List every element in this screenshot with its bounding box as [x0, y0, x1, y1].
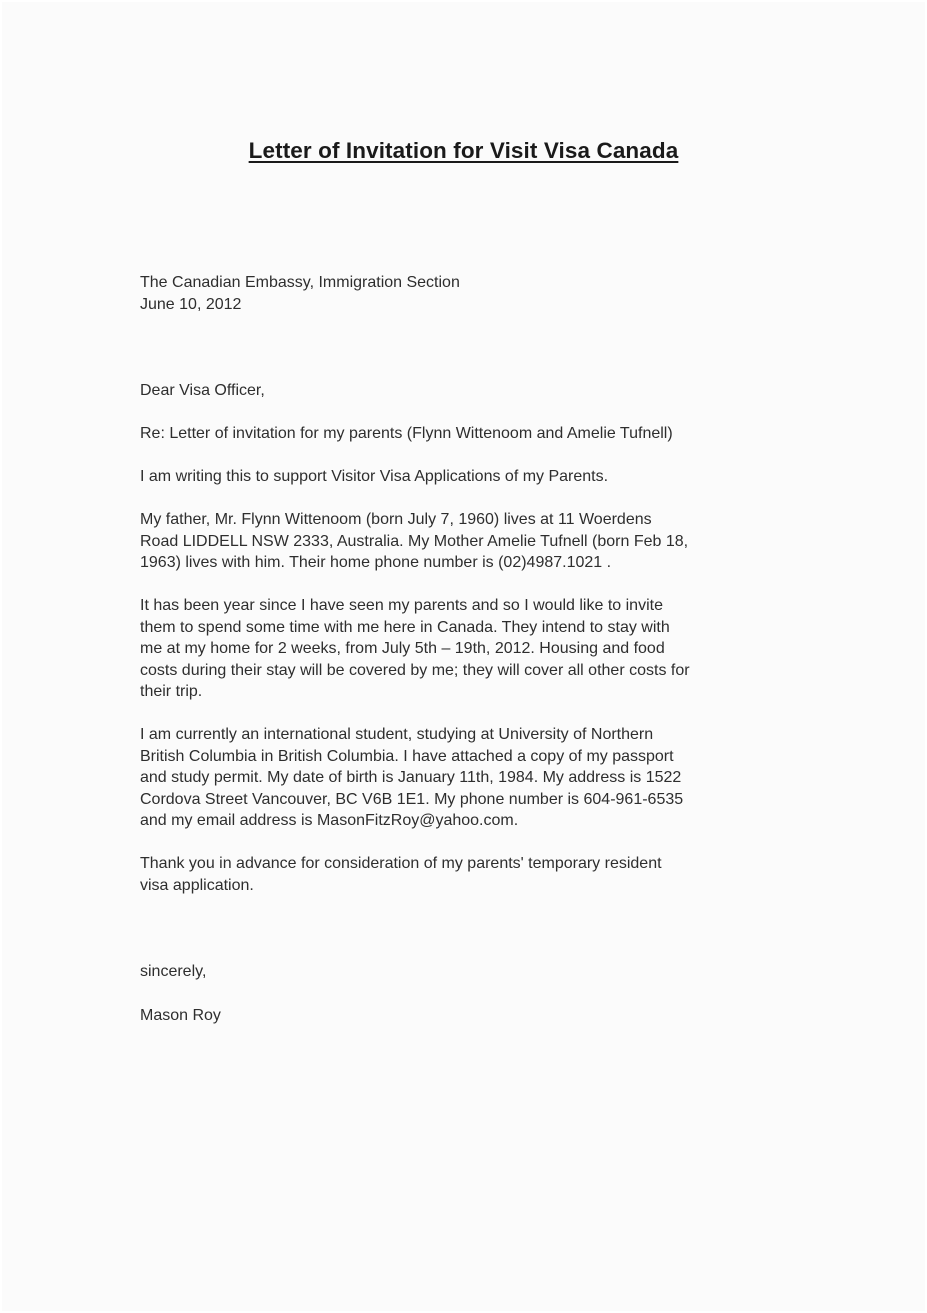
self-text: I am currently an international student, studying at University of Northern British Columbia in British Columbia. I have attached a copy of my passport and study permit. My date of birth is January 11th, 1984. My address is 1522 Cordova Street Vancouver, BC V6B 1E1. My phone number is 604-961-6535 and my email address is MasonFitzRoy@yahoo.com.	[140, 726, 684, 829]
signature-text: Mason Roy	[140, 1007, 221, 1024]
recipient-address: The Canadian Embassy, Immigration Section	[140, 274, 460, 291]
closing	[140, 961, 800, 983]
intro-paragraph	[140, 466, 800, 488]
salutation	[140, 380, 800, 402]
parents-text: My father, Mr. Flynn Wittenoom (born July 7, 1960) lives at 11 Woerdens Road LIDDELL NSW 2333, Australia. My Mother Amelie Tufnell (born Feb 18, 1963) lives with him. Their home phone number is (02)4987.1021 .	[140, 511, 689, 571]
letter-page	[2, 2, 925, 1311]
re-line-text: Re: Letter of invitation for my parents (Flynn Wittenoom and Amelie Tufnell)	[140, 425, 673, 442]
invite-text: It has been year since I have seen my parents and so I would like to invite them to spend some time with me here in Canada. They intend to stay with me at my home for 2 weeks, from July 5th – 19th, 2012. Housing and food costs during their stay will be covered by me; they will cover all other costs for their trip.	[140, 597, 690, 700]
thanks-paragraph	[140, 853, 800, 896]
recipient-block	[140, 272, 800, 315]
self-paragraph	[140, 724, 800, 832]
thanks-text: Thank you in advance for consideration of my parents' temporary resident visa application.	[140, 855, 662, 894]
re-line	[140, 423, 800, 445]
closing-text: sincerely,	[140, 963, 207, 980]
parents-paragraph	[140, 509, 800, 574]
signature	[140, 1005, 800, 1027]
letter-title: Letter of Invitation for Visit Visa Canada	[248, 138, 679, 163]
invite-paragraph	[140, 595, 800, 703]
salutation-text: Dear Visa Officer,	[140, 382, 265, 399]
intro-text: I am writing this to support Visitor Visa Applications of my Parents.	[140, 468, 609, 485]
letter-date: June 10, 2012	[140, 295, 242, 313]
